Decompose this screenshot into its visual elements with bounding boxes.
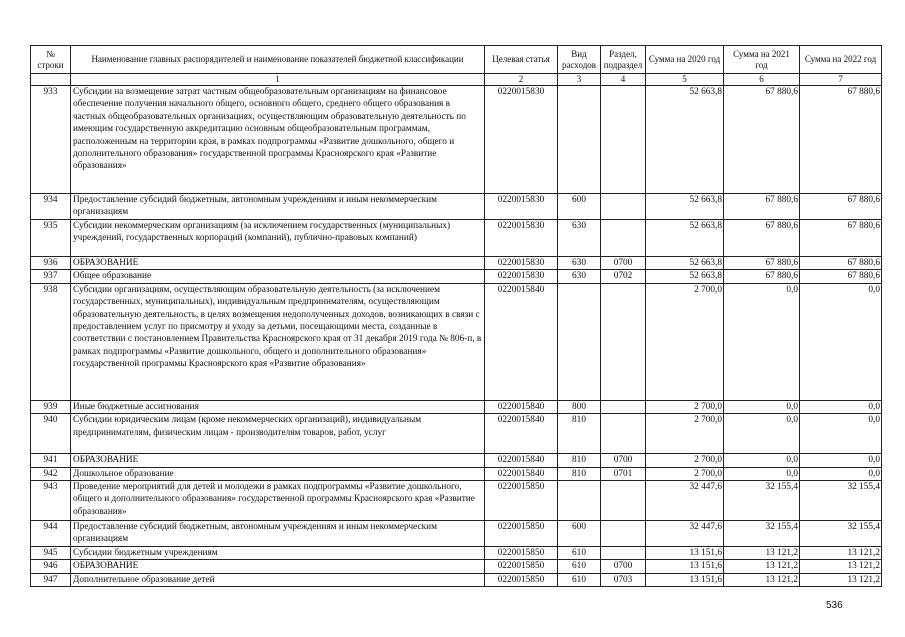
sum-2020: 32 447,6	[646, 521, 724, 547]
row-number: 938	[31, 283, 71, 400]
row-name: Проведение мероприятий для детей и молодежи в рамках подпрограммы «Развитие дошкольного, общего и дополнительного образования» государственной программы Красноярского края «Развитие образования»	[71, 481, 485, 521]
table-row	[31, 220, 882, 257]
sum-2020: 2 700,0	[646, 467, 724, 480]
table-body	[31, 86, 882, 587]
sum-2021: 32 155,4	[724, 521, 800, 547]
row-number: 945	[31, 547, 71, 560]
section-code: 0700	[601, 257, 646, 270]
header-section: Раздел, подраздел	[601, 46, 646, 74]
row-number: 947	[31, 573, 71, 586]
target-article: 0220015850	[485, 521, 558, 547]
row-name: Субсидии некоммерческим организациям (за исключением государственных (муниципальных) учреждений, государственных корпораций (компаний), публично-правовых компаний)	[71, 220, 485, 257]
section-code: 0700	[601, 560, 646, 573]
sum-2020: 52 663,8	[646, 220, 724, 257]
row-number: 941	[31, 454, 71, 467]
sum-2022: 32 155,4	[800, 521, 882, 547]
expense-type: 630	[558, 270, 601, 283]
expense-type: 600	[558, 194, 601, 220]
sum-2022: 0,0	[800, 283, 882, 400]
row-number: 944	[31, 521, 71, 547]
section-code	[601, 414, 646, 454]
row-number: 942	[31, 467, 71, 480]
target-article: 0220015840	[485, 454, 558, 467]
sum-2021: 13 121,2	[724, 573, 800, 586]
column-number: 6	[724, 74, 800, 86]
section-code	[601, 547, 646, 560]
row-number: 943	[31, 481, 71, 521]
sum-2021: 0,0	[724, 454, 800, 467]
expense-type: 610	[558, 573, 601, 586]
sum-2021: 0,0	[724, 283, 800, 400]
table-row	[31, 414, 882, 454]
sum-2022: 0,0	[800, 467, 882, 480]
section-code: 0702	[601, 270, 646, 283]
expense-type: 610	[558, 560, 601, 573]
table-row	[31, 194, 882, 220]
sum-2021: 13 121,2	[724, 560, 800, 573]
expense-type: 800	[558, 400, 601, 413]
sum-2022: 32 155,4	[800, 481, 882, 521]
row-name: Субсидии на возмещение затрат частным общеобразовательным организациям на финансовое обеспечение получения начального общего, основного общего, среднего общего образования в частных общеобразовательных организациях, осуществляющим образовательную деятельность по имеющим государственную аккредитацию основным общеобразовательным программам, расположенным на территории края, в рамках подпрограммы «Развитие дошкольного, общего и дополнительного образования» государственной программы Красноярского края «Развитие образования»	[71, 86, 485, 194]
table-row	[31, 560, 882, 573]
column-number-row	[31, 74, 882, 86]
table-row	[31, 547, 882, 560]
sum-2021: 0,0	[724, 400, 800, 413]
column-number: 5	[646, 74, 724, 86]
column-number	[31, 74, 71, 86]
sum-2020: 52 663,8	[646, 194, 724, 220]
row-name: Субсидии организациям, осуществляющим образовательную деятельность (за исключением государственных, муниципальных), индивидуальным предпринимателям, осуществляющим образовательную деятельность, в целях возмещения недополученных доходов, возникающих в связи с предоставлением услуг по присмотру и уходу за детьми, посещающими места, созданные в соответствии с постановлением Правительства Красноярского края от 31 декабря 2019 года № 806-п, в рамках подпрограммы «Развитие дошкольного, общего и дополнительного образования» государственной программы Красноярского края «Развитие образования»	[71, 283, 485, 400]
row-number: 936	[31, 257, 71, 270]
sum-2022: 67 880,6	[800, 257, 882, 270]
target-article: 0220015830	[485, 86, 558, 194]
sum-2021: 13 121,2	[724, 547, 800, 560]
sum-2022: 13 121,2	[800, 560, 882, 573]
table-row	[31, 283, 882, 400]
row-name: Дошкольное образование	[71, 467, 485, 480]
section-code: 0700	[601, 454, 646, 467]
target-article: 0220015840	[485, 283, 558, 400]
row-name: ОБРАЗОВАНИЕ	[71, 560, 485, 573]
row-name: Субсидии юридическим лицам (кроме некоммерческих организаций), индивидуальным предпринимателям, физическим лицам - производителям товаров, работ, услуг	[71, 414, 485, 454]
section-code	[601, 481, 646, 521]
table-row	[31, 400, 882, 413]
expense-type: 610	[558, 547, 601, 560]
row-name: Дополнительное образование детей	[71, 573, 485, 586]
sum-2021: 67 880,6	[724, 257, 800, 270]
sum-2022: 0,0	[800, 400, 882, 413]
section-code	[601, 194, 646, 220]
section-code	[601, 283, 646, 400]
target-article: 0220015840	[485, 400, 558, 413]
row-number: 939	[31, 400, 71, 413]
sum-2021: 0,0	[724, 414, 800, 454]
table-row	[31, 257, 882, 270]
section-code: 0703	[601, 573, 646, 586]
table-row	[31, 86, 882, 194]
sum-2020: 2 700,0	[646, 414, 724, 454]
header-sum-2021: Сумма на 2021 год	[724, 46, 800, 74]
target-article: 0220015830	[485, 257, 558, 270]
row-name: ОБРАЗОВАНИЕ	[71, 454, 485, 467]
expense-type: 630	[558, 220, 601, 257]
header-expense-type: Вид расходов	[558, 46, 601, 74]
sum-2022: 67 880,6	[800, 270, 882, 283]
target-article: 0220015840	[485, 467, 558, 480]
sum-2020: 13 151,6	[646, 560, 724, 573]
header-name: Наименование главных распорядителей и наименование показателей бюджетной классификации	[71, 46, 485, 74]
target-article: 0220015850	[485, 560, 558, 573]
target-article: 0220015850	[485, 547, 558, 560]
sum-2020: 2 700,0	[646, 283, 724, 400]
sum-2021: 67 880,6	[724, 220, 800, 257]
sum-2022: 13 121,2	[800, 573, 882, 586]
expense-type: 810	[558, 414, 601, 454]
page-number: 536	[826, 600, 843, 611]
row-number: 946	[31, 560, 71, 573]
sum-2022: 0,0	[800, 414, 882, 454]
row-number: 933	[31, 86, 71, 194]
row-number: 934	[31, 194, 71, 220]
row-name: Предоставление субсидий бюджетным, автономным учреждениям и иным некоммерческим организациям	[71, 194, 485, 220]
column-number: 7	[800, 74, 882, 86]
sum-2021: 0,0	[724, 467, 800, 480]
sum-2020: 13 151,6	[646, 547, 724, 560]
table-row	[31, 481, 882, 521]
header-row	[31, 46, 882, 74]
expense-type: 630	[558, 257, 601, 270]
budget-table	[30, 45, 882, 587]
row-number: 937	[31, 270, 71, 283]
section-code	[601, 220, 646, 257]
expense-type: 810	[558, 454, 601, 467]
sum-2022: 67 880,6	[800, 86, 882, 194]
sum-2022: 67 880,6	[800, 220, 882, 257]
header-row-number: № строки	[31, 46, 71, 74]
expense-type: 600	[558, 521, 601, 547]
target-article: 0220015850	[485, 481, 558, 521]
table-row	[31, 270, 882, 283]
row-name: Общее образование	[71, 270, 485, 283]
target-article: 0220015830	[485, 194, 558, 220]
section-code	[601, 521, 646, 547]
section-code	[601, 400, 646, 413]
table-row	[31, 454, 882, 467]
sum-2020: 52 663,8	[646, 270, 724, 283]
row-name: Предоставление субсидий бюджетным, автономным учреждениям и иным некоммерческим организациям	[71, 521, 485, 547]
expense-type: 810	[558, 467, 601, 480]
row-number: 935	[31, 220, 71, 257]
sum-2020: 52 663,8	[646, 257, 724, 270]
budget-table-container	[30, 45, 881, 587]
sum-2022: 67 880,6	[800, 194, 882, 220]
section-code: 0701	[601, 467, 646, 480]
sum-2020: 52 663,8	[646, 86, 724, 194]
row-name: Субсидии бюджетным учреждениям	[71, 547, 485, 560]
target-article: 0220015830	[485, 270, 558, 283]
expense-type	[558, 283, 601, 400]
header-target-article: Целевая статья	[485, 46, 558, 74]
table-row	[31, 521, 882, 547]
sum-2022: 13 121,2	[800, 547, 882, 560]
sum-2020: 32 447,6	[646, 481, 724, 521]
header-sum-2022: Сумма на 2022 год	[800, 46, 882, 74]
target-article: 0220015830	[485, 220, 558, 257]
sum-2022: 0,0	[800, 454, 882, 467]
sum-2021: 67 880,6	[724, 86, 800, 194]
target-article: 0220015840	[485, 414, 558, 454]
sum-2021: 32 155,4	[724, 481, 800, 521]
section-code	[601, 86, 646, 194]
sum-2021: 67 880,6	[724, 270, 800, 283]
table-row	[31, 573, 882, 586]
column-number: 1	[71, 74, 485, 86]
table-row	[31, 467, 882, 480]
column-number: 3	[558, 74, 601, 86]
sum-2020: 2 700,0	[646, 400, 724, 413]
row-name: ОБРАЗОВАНИЕ	[71, 257, 485, 270]
sum-2020: 2 700,0	[646, 454, 724, 467]
row-name: Иные бюджетные ассигнования	[71, 400, 485, 413]
sum-2020: 13 151,6	[646, 573, 724, 586]
sum-2021: 67 880,6	[724, 194, 800, 220]
row-number: 940	[31, 414, 71, 454]
column-number: 2	[485, 74, 558, 86]
column-number: 4	[601, 74, 646, 86]
target-article: 0220015850	[485, 573, 558, 586]
expense-type	[558, 86, 601, 194]
expense-type	[558, 481, 601, 521]
header-sum-2020: Сумма на 2020 год	[646, 46, 724, 74]
